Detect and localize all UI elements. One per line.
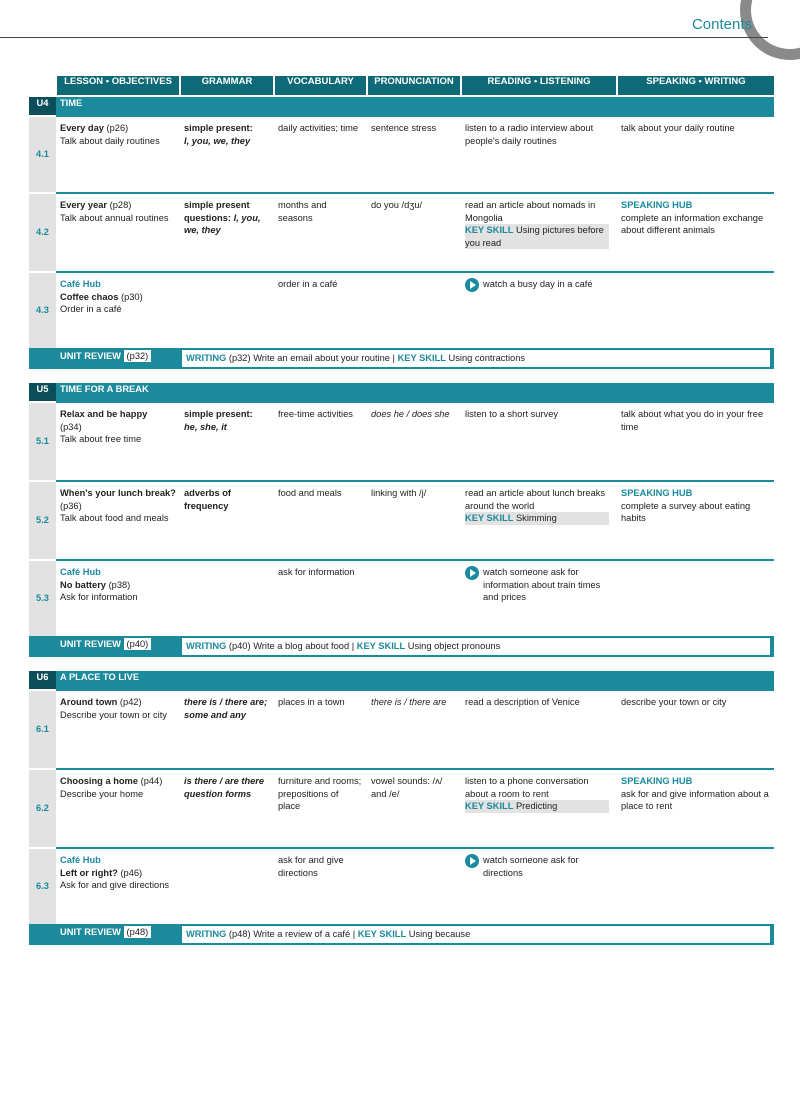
lesson-page: (p38) [108, 579, 131, 590]
lesson-cell[interactable] [56, 116, 180, 193]
grammar-cell [180, 769, 274, 848]
lesson-objective: Talk about daily routines [60, 135, 160, 146]
lesson-number: 6.1 [29, 690, 56, 769]
unit-title: TIME [56, 96, 774, 116]
header-speaking: SPEAKING • WRITING [617, 76, 774, 96]
pron-cell: linking with /j/ [367, 481, 461, 560]
vocab-cell: order in a café [274, 272, 367, 349]
grammar-cell [180, 690, 274, 769]
grammar-cell [180, 272, 274, 349]
lesson-row-4-2[interactable] [29, 193, 774, 272]
key-skill-bar [465, 224, 609, 249]
grammar-text: simple present: [184, 123, 253, 133]
lesson-objective: Talk about annual routines [60, 212, 169, 223]
vocab-cell: months and seasons [274, 193, 367, 272]
grammar-cell [180, 402, 274, 481]
grammar-cell [180, 116, 274, 193]
unit-review-page: (p48) [124, 926, 152, 938]
speaking-cell [617, 769, 774, 848]
grammar-text: adverbs of frequency [184, 488, 232, 511]
speaking-cell: talk about your daily routine [617, 116, 774, 193]
unit-review-label[interactable]: UNIT REVIEW [60, 639, 121, 649]
header-vocabulary: VOCABULARY [274, 76, 367, 96]
lesson-page: (p42) [119, 697, 142, 707]
speaking-cell [617, 848, 774, 925]
writing-cell [180, 349, 774, 369]
writing-page: (p32) [228, 353, 251, 363]
lesson-number: 6.2 [29, 769, 56, 848]
lesson-title[interactable]: Around town [60, 697, 118, 707]
unit-title: TIME FOR A BREAK [56, 382, 774, 402]
lesson-number: 6.3 [29, 848, 56, 925]
writing-page: (p40) [228, 641, 251, 651]
lesson-title[interactable]: When's your lunch break? [60, 488, 176, 498]
writing-label: WRITING [186, 641, 227, 651]
lesson-objective: Talk about free time [60, 434, 142, 445]
top-divider [0, 37, 768, 38]
grammar-text: is there / are there question forms [184, 776, 265, 799]
unit-review-cell[interactable] [56, 637, 180, 657]
lesson-objective: Describe your town or city [60, 709, 167, 720]
writing-bar [182, 926, 770, 943]
lesson-number: 5.1 [29, 402, 56, 481]
key-skill-text: Using contractions [448, 353, 526, 363]
unit-row-u4 [29, 96, 774, 116]
vocab-cell: ask for information [274, 560, 367, 637]
vocab-cell: ask for and give directions [274, 848, 367, 925]
lesson-objective: Talk about food and meals [60, 513, 169, 524]
header-pronunciation: PRONUNCIATION [367, 76, 461, 96]
vocab-cell: furniture and rooms; prepositions of place [274, 769, 367, 848]
vocab-cell: food and meals [274, 481, 367, 560]
lesson-cell[interactable] [56, 848, 180, 925]
cafe-hub-label: Café Hub [60, 567, 101, 577]
writing-page: (p48) [228, 929, 251, 939]
lesson-objective: Ask for and give directions [60, 880, 170, 891]
key-skill-label: KEY SKILL [357, 929, 407, 939]
key-skill-label: KEY SKILL [465, 225, 514, 236]
video-text: watch someone ask for information about train times and prices [483, 567, 601, 603]
lesson-cell[interactable] [56, 769, 180, 848]
pron-cell: do you /dʒu/ [367, 193, 461, 272]
pron-cell [367, 690, 461, 769]
reading-cell: listen to a short survey [461, 402, 617, 481]
lesson-row-4-3[interactable] [29, 272, 774, 349]
grammar-cell [180, 193, 274, 272]
writing-bar [182, 350, 770, 367]
header-row [29, 76, 774, 96]
lesson-row-6-3[interactable] [29, 848, 774, 925]
reading-text: listen to a phone conversation about a room to rent [465, 776, 589, 799]
grammar-text: there is / there are; some and any [184, 697, 268, 720]
lesson-row-6-1[interactable] [29, 690, 774, 769]
reading-cell: listen to a radio interview about people's daily routines [461, 116, 617, 193]
lesson-page: (p36) [60, 500, 82, 511]
lesson-page: (p44) [140, 776, 163, 786]
header-grammar: GRAMMAR [180, 76, 274, 96]
video-text: watch a busy day in a café [483, 279, 593, 289]
lesson-page: (p46) [120, 867, 143, 878]
unit-review-row-u4[interactable] [29, 349, 774, 369]
lesson-title[interactable]: No battery [60, 579, 106, 590]
video-text: watch someone ask for directions [483, 855, 579, 878]
vocab-cell: places in a town [274, 690, 367, 769]
writing-cell [180, 925, 774, 945]
key-skill-text: Using because [408, 929, 471, 939]
grammar-extra: I, you, we, they [184, 212, 261, 236]
writing-bar [182, 638, 770, 655]
play-icon[interactable] [465, 566, 479, 580]
speaking-text: complete an information exchange about different animals [621, 212, 764, 236]
reading-cell[interactable] [461, 272, 617, 349]
grammar-cell [180, 481, 274, 560]
lesson-number: 4.2 [29, 193, 56, 272]
lesson-cell[interactable] [56, 272, 180, 349]
vocab-cell: daily activities; time [274, 116, 367, 193]
lesson-cell[interactable] [56, 193, 180, 272]
speaking-hub-label: SPEAKING HUB [621, 776, 693, 786]
speaking-text: ask for and give information about a place to rent [621, 788, 769, 812]
speaking-cell [617, 481, 774, 560]
lesson-title[interactable]: Coffee chaos [60, 291, 119, 302]
grammar-cell [180, 848, 274, 925]
key-skill-label: KEY SKILL [465, 513, 514, 524]
lesson-title[interactable]: Every day [60, 123, 104, 133]
writing-text: Write a review of a café | [253, 929, 356, 939]
unit-review-row-u6[interactable] [29, 925, 774, 945]
header-lesson: LESSON • OBJECTIVES [56, 76, 180, 96]
unit-review-cell[interactable] [56, 925, 180, 945]
reading-cell [461, 193, 617, 272]
speaking-cell: talk about what you do in your free time [617, 402, 774, 481]
play-icon[interactable] [465, 854, 479, 868]
review-spacer [29, 637, 56, 657]
speaking-hub-label: SPEAKING HUB [621, 200, 693, 210]
lesson-title[interactable]: Left or right? [60, 867, 118, 878]
grammar-text: simple present: [184, 409, 253, 419]
unit-review-page: (p40) [124, 638, 152, 650]
pron-cell [367, 560, 461, 637]
pron-cell [367, 402, 461, 481]
header-reading: READING • LISTENING [461, 76, 617, 96]
writing-cell [180, 637, 774, 657]
lesson-title[interactable]: Choosing a home [60, 776, 138, 786]
reading-text: read an article about lunch breaks around the world [465, 488, 606, 511]
cafe-hub-label: Café Hub [60, 279, 101, 289]
grammar-cell [180, 560, 274, 637]
lesson-row-5-1[interactable] [29, 402, 774, 481]
review-spacer [29, 349, 56, 369]
unit-review-cell[interactable] [56, 349, 180, 369]
unit-number: U6 [29, 670, 56, 690]
lesson-page: (p26) [106, 123, 129, 133]
lesson-cell[interactable] [56, 690, 180, 769]
key-skill-bar [465, 800, 609, 813]
key-skill-label: KEY SKILL [397, 353, 446, 363]
speaking-text: complete a survey about eating habits [621, 500, 751, 524]
writing-label: WRITING [186, 929, 227, 939]
pron-text: there is / there are [371, 697, 447, 707]
speaking-hub-label: SPEAKING HUB [621, 488, 693, 498]
lesson-cell[interactable] [56, 481, 180, 560]
lesson-title[interactable]: Every year [60, 200, 108, 210]
reading-cell[interactable] [461, 848, 617, 925]
lesson-row-4-1[interactable] [29, 116, 774, 193]
key-skill-label: KEY SKILL [465, 801, 514, 812]
lesson-objective: Ask for information [60, 592, 138, 603]
key-skill-text: Using object pronouns [407, 641, 501, 651]
key-skill-text: Predicting [515, 801, 558, 812]
pron-cell [367, 272, 461, 349]
key-skill-bar [465, 512, 609, 525]
speaking-cell [617, 560, 774, 637]
unit-row-u6 [29, 670, 774, 690]
unit-review-page: (p32) [124, 350, 152, 362]
play-icon[interactable] [465, 278, 479, 292]
vocab-cell: free-time activities [274, 402, 367, 481]
writing-text: Write a blog about food | [253, 641, 355, 651]
reading-cell: read a description of Venice [461, 690, 617, 769]
page-title: Contents [691, 16, 752, 33]
writing-text: Write an email about your routine | [253, 353, 395, 363]
lesson-title[interactable]: Relax and be happy [60, 409, 148, 419]
lesson-page: (p28) [109, 200, 132, 210]
unit-number: U4 [29, 96, 56, 116]
reading-text: read an article about nomads in Mongolia [465, 200, 596, 223]
grammar-extra: I, you, we, they [184, 135, 251, 146]
lesson-page: (p34) [60, 421, 82, 432]
lesson-number: 4.1 [29, 116, 56, 193]
unit-review-label[interactable]: UNIT REVIEW [60, 927, 121, 937]
lesson-row-6-2[interactable] [29, 769, 774, 848]
speaking-cell [617, 193, 774, 272]
unit-row-u5 [29, 382, 774, 402]
grammar-extra: he, she, it [184, 421, 227, 432]
lesson-objective: Order in a café [60, 304, 122, 315]
reading-cell[interactable] [461, 560, 617, 637]
unit-review-row-u5[interactable] [29, 637, 774, 657]
reading-cell [461, 481, 617, 560]
header-blank [29, 76, 56, 96]
lesson-page: (p30) [120, 291, 143, 302]
lesson-cell[interactable] [56, 560, 180, 637]
cafe-hub-label: Café Hub [60, 855, 101, 865]
key-skill-text: Skimming [515, 513, 557, 524]
lesson-objective: Describe your home [60, 788, 144, 799]
unit-number: U5 [29, 382, 56, 402]
pron-text: does he / does she [371, 409, 450, 419]
speaking-cell: describe your town or city [617, 690, 774, 769]
lesson-number: 5.3 [29, 560, 56, 637]
lesson-row-5-2[interactable] [29, 481, 774, 560]
unit-review-label[interactable]: UNIT REVIEW [60, 351, 121, 361]
lesson-number: 5.2 [29, 481, 56, 560]
contents-table [29, 76, 774, 945]
reading-cell [461, 769, 617, 848]
lesson-cell[interactable] [56, 402, 180, 481]
key-skill-label: KEY SKILL [356, 641, 406, 651]
key-skill-text: Using pictures before you read [465, 225, 604, 248]
lesson-number: 4.3 [29, 272, 56, 349]
grammar-text: simple present questions: [184, 200, 250, 223]
speaking-cell [617, 272, 774, 349]
pron-cell: vowel sounds: /ʌ/ and /e/ [367, 769, 461, 848]
lesson-row-5-3[interactable] [29, 560, 774, 637]
pron-cell: sentence stress [367, 116, 461, 193]
unit-title: A PLACE TO LIVE [56, 670, 774, 690]
pron-cell [367, 848, 461, 925]
writing-label: WRITING [186, 353, 227, 363]
review-spacer [29, 925, 56, 945]
